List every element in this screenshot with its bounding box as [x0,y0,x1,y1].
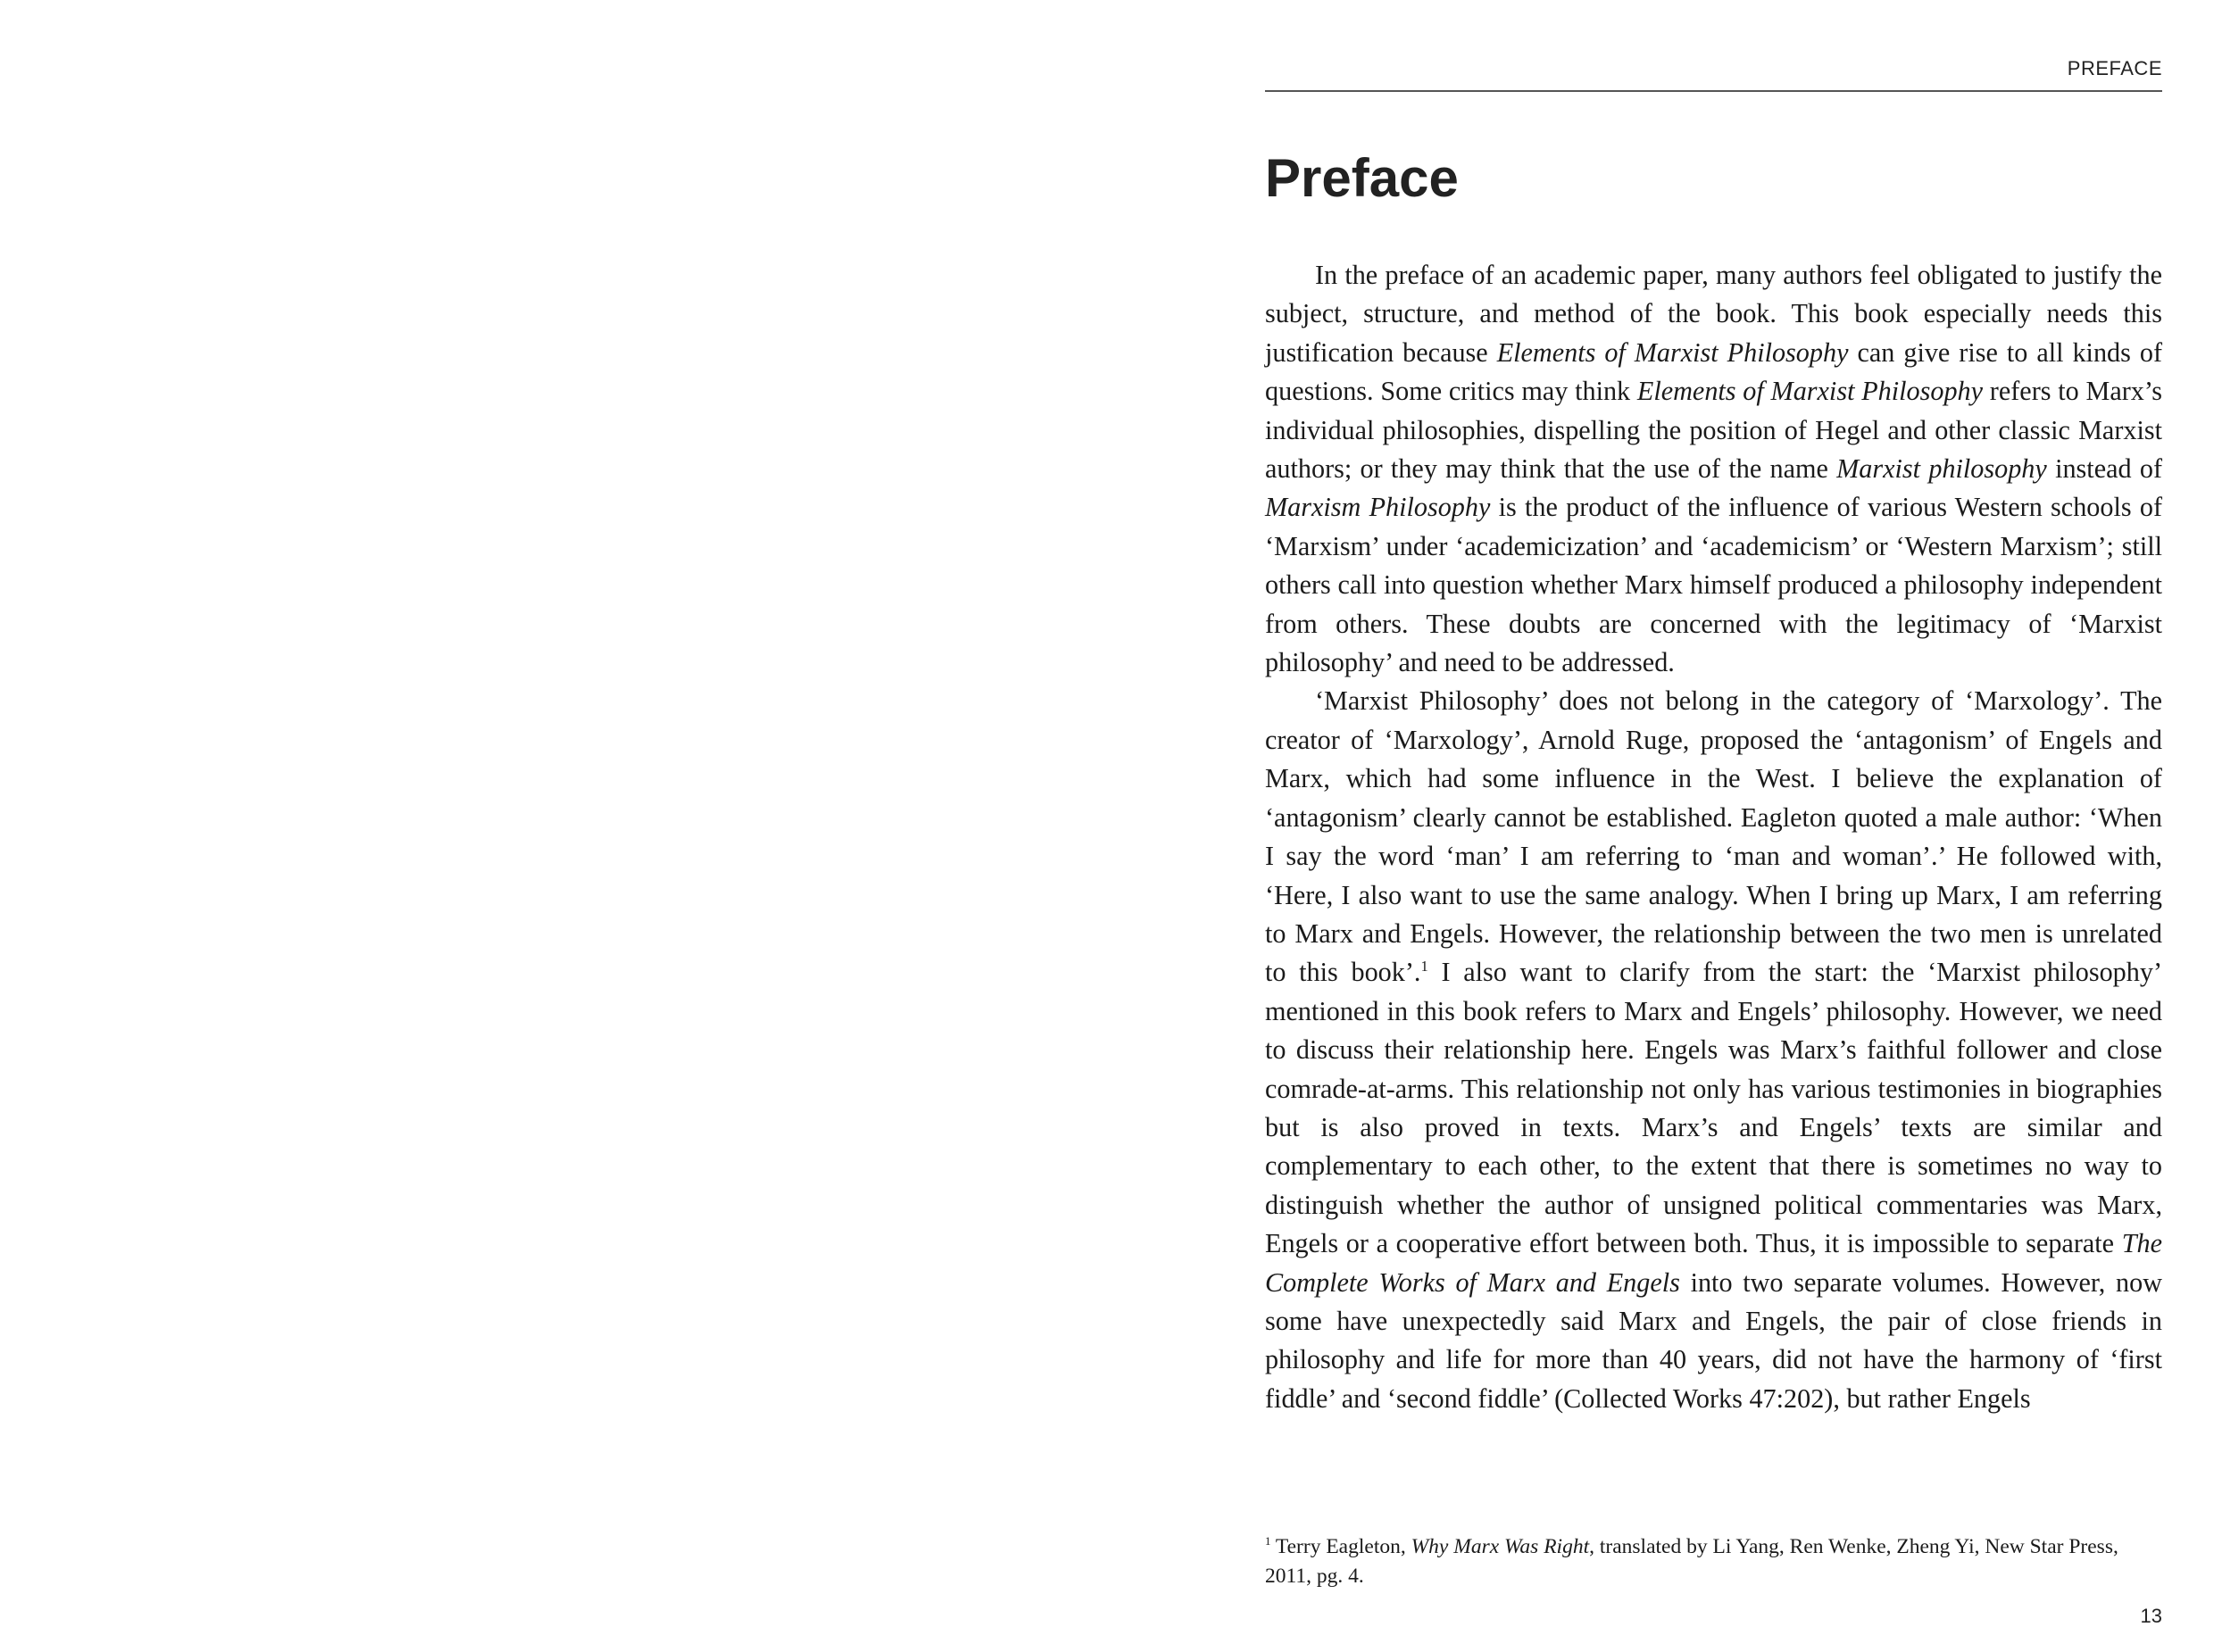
text-run: I also want to clarify from the start: the ‘Marxist philosophy’ mentioned in this book refers to Marx and Engels’ philosophy. However, we need to discuss their relationship here. Engels was Marx’s faithful follower and close comrade-at-arms. This relationship not only has various testimonies in biographies but is also proved in texts. Marx’s and Engels’ texts are similar and complementary to each other, to the extent that there is sometimes no way to distinguish whether the author of unsigned political commentaries was Marx, Engels or a cooperative effort between both. Thus, it is impossible to separate [1265,957,2162,1259]
running-head: PREFACE [2067,57,2162,79]
header-rule [1265,90,2162,92]
footnote-marker: 1 [1420,958,1428,975]
text-run: In the preface of an academic paper, many authors feel obligated to justify the subject, structure, and method of the book. This book especially needs this justification because [1265,260,2162,368]
paragraph [1265,256,2162,682]
text-run: ‘Marxist Philosophy’ does not belong in the category of ‘Marxology’. The creator of ‘Marxology’, Arnold Ruge, proposed the ‘antagonism’ of Engels and Marx, which had some influence in the West. I believe the explanation of ‘antagonism’ clearly cannot be established. Eagleton quoted a male author: ‘When I say the word ‘man’ I am referring to ‘man and woman’.’ He followed with, ‘Here, I also want to use the same analogy. When I bring up Marx, I am referring to Marx and Engels. However, the relationship between the two men is unrelated to this book’. [1265,685,2162,988]
text-run: is the product of the influence of various Western schools of ‘Marxism’ under ‘academicization’ and ‘academicism’ or ‘Western Marxism’; still others call into question whether Marx himself produced a philosophy independent from others. These doubts are concerned with the legitimacy of ‘Marxist philosophy’ and need to be addressed. [1265,492,2163,678]
italic-title: The Complete Works of Marx and Engels [1265,1228,2162,1298]
text-run: Terry Eagleton, [1270,1535,1411,1558]
body-text [1265,256,2162,1418]
italic-title: Elements of Marxist Philosophy [1636,376,1984,407]
footnote-marker: 1 [1265,1534,1271,1548]
italic-title: Elements of Marxist Philosophy [1496,336,1849,368]
text-run: , translated by Li Yang, Ren Wenke, Zheng Yi, New Star Press, 2011, pg. 4. [1265,1535,2118,1588]
text-run: refers to Marx’s individual philosophies, dispelling the position of Hegel and other classic Marxist authors; or they may think that the use of the name [1265,376,2163,485]
chapter-title: Preface [1265,148,1459,208]
paragraph [1265,682,2162,1418]
page-number: 13 [2140,1605,2162,1627]
footnote [1265,1532,2162,1591]
italic-title: Marxism Philosophy [1265,492,1491,523]
text-run: into two separate volumes. However, now some have unexpectedly said Marx and Engels, the pair of close friends in philosophy and life for more than 40 years, did not have the harmony of ‘first fiddle’ and ‘second fiddle’ (Collected Works 47:202), but rather Engels [1265,1266,2162,1414]
italic-title: Marxist philosophy [1836,453,2047,485]
text-run: can give rise to all kinds of questions. Some critics may think [1265,336,2163,407]
text-run: instead of [2046,453,2163,485]
italic-title: Why Marx Was Right [1411,1535,1590,1558]
